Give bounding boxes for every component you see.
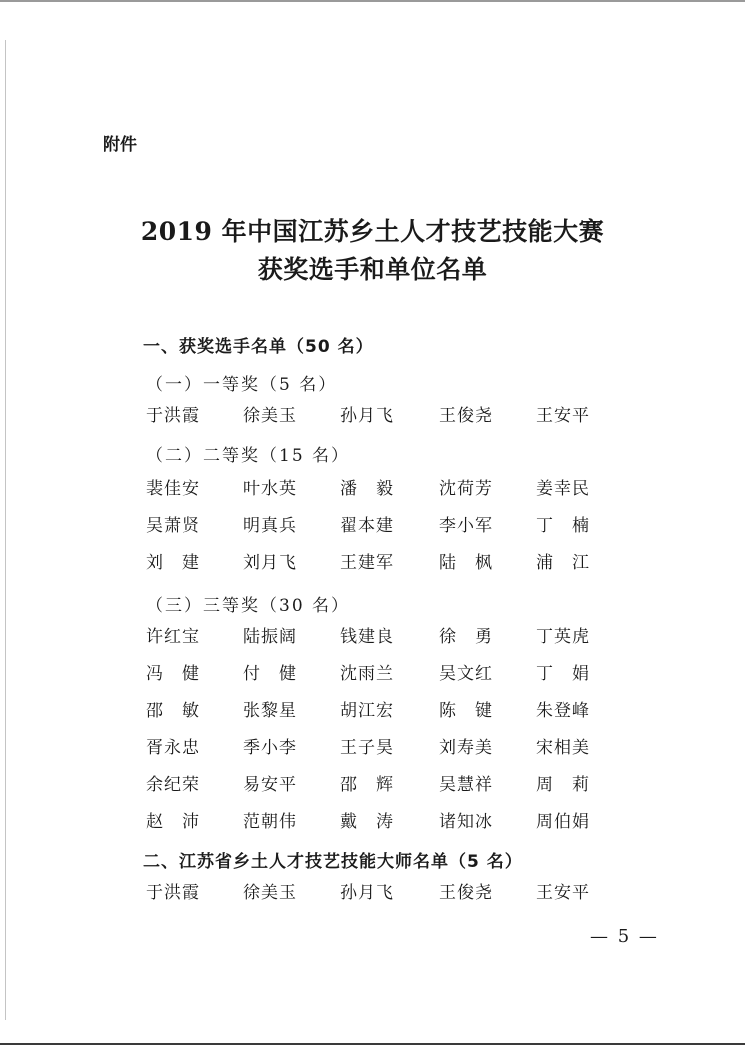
- winner-name: 邵 辉: [340, 775, 394, 795]
- winner-name: 张黎星: [243, 701, 297, 721]
- third-prize-heading: （三）三等奖（30 名）: [146, 596, 351, 616]
- winner-name: 丁英虎: [536, 627, 590, 647]
- master-names: [146, 882, 616, 919]
- second-prize-heading: （二）二等奖（15 名）: [146, 446, 351, 466]
- second-prize-names: [146, 478, 616, 589]
- winner-name: 刘月飞: [243, 553, 297, 573]
- winner-name: 于洪霞: [146, 406, 200, 426]
- winner-name: 宋相美: [536, 738, 590, 758]
- winner-name: 王子昊: [340, 738, 394, 758]
- winner-name: 王俊尧: [439, 406, 493, 426]
- winner-name: 王建军: [340, 553, 394, 573]
- first-prize-heading: （一）一等奖（5 名）: [146, 375, 338, 395]
- winner-name: 叶水英: [243, 479, 297, 499]
- winner-name: 吴慧祥: [439, 775, 493, 795]
- winner-name: 王安平: [536, 406, 590, 426]
- first-prize-names: [146, 405, 616, 442]
- winner-name: 于洪霞: [146, 883, 200, 903]
- winner-name: 翟本建: [340, 516, 394, 536]
- document-title-line-2: 获奖选手和单位名单: [257, 255, 488, 284]
- winner-name: 徐美玉: [243, 883, 297, 903]
- winner-name: 徐 勇: [439, 627, 493, 647]
- scan-edge-top: [0, 0, 745, 2]
- section-2-heading: 二、江苏省乡土人才技艺技能大师名单（5 名）: [143, 852, 523, 872]
- third-prize-names: [146, 626, 616, 848]
- winner-name: 沈雨兰: [340, 664, 394, 684]
- winner-name: 范朝伟: [243, 812, 297, 832]
- winner-name: 孙月飞: [340, 883, 394, 903]
- winner-name: 孙月飞: [340, 406, 394, 426]
- winner-name: 裴佳安: [146, 479, 200, 499]
- winner-name: 周 莉: [536, 775, 590, 795]
- winner-name: 刘 建: [146, 553, 200, 573]
- winner-name: 王俊尧: [439, 883, 493, 903]
- winner-name: 冯 健: [146, 664, 200, 684]
- winner-name: 刘寿美: [439, 738, 493, 758]
- winner-name: 赵 沛: [146, 812, 200, 832]
- scan-edge-left: [5, 40, 6, 1020]
- winner-name: 胥永忠: [146, 738, 200, 758]
- winner-name: 戴 涛: [340, 812, 394, 832]
- winner-name: 季小李: [243, 738, 297, 758]
- winner-name: 陈 键: [439, 701, 493, 721]
- winner-name: 潘 毅: [340, 479, 394, 499]
- winner-name: 浦 江: [536, 553, 590, 573]
- attachment-label: 附件: [103, 135, 137, 155]
- winner-name: 诸知冰: [439, 812, 493, 832]
- scan-edge-bottom: [0, 1043, 745, 1045]
- section-1-heading: 一、获奖选手名单（50 名）: [143, 337, 374, 357]
- document-title-line-1: 2019 年中国江苏乡土人才技艺技能大赛: [140, 217, 605, 246]
- winner-name: 付 健: [243, 664, 297, 684]
- winner-name: 姜幸民: [536, 479, 590, 499]
- winner-name: 许红宝: [146, 627, 200, 647]
- winner-name: 李小军: [439, 516, 493, 536]
- winner-name: 钱建良: [340, 627, 394, 647]
- winner-name: 易安平: [243, 775, 297, 795]
- winner-name: 徐美玉: [243, 406, 297, 426]
- winner-name: 明真兵: [243, 516, 297, 536]
- winner-name: 王安平: [536, 883, 590, 903]
- winner-name: 沈荷芳: [439, 479, 493, 499]
- winner-name: 吴文红: [439, 664, 493, 684]
- winner-name: 陆 枫: [439, 553, 493, 573]
- winner-name: 吴萧贤: [146, 516, 200, 536]
- winner-name: 邵 敏: [146, 701, 200, 721]
- winner-name: 丁 娟: [536, 664, 590, 684]
- winner-name: 周伯娟: [536, 812, 590, 832]
- winner-name: 朱登峰: [536, 701, 590, 721]
- winner-name: 胡江宏: [340, 701, 394, 721]
- winner-name: 陆振阔: [243, 627, 297, 647]
- winner-name: 丁 楠: [536, 516, 590, 536]
- winner-name: 余纪荣: [146, 775, 200, 795]
- page-number: — 5 —: [590, 926, 659, 947]
